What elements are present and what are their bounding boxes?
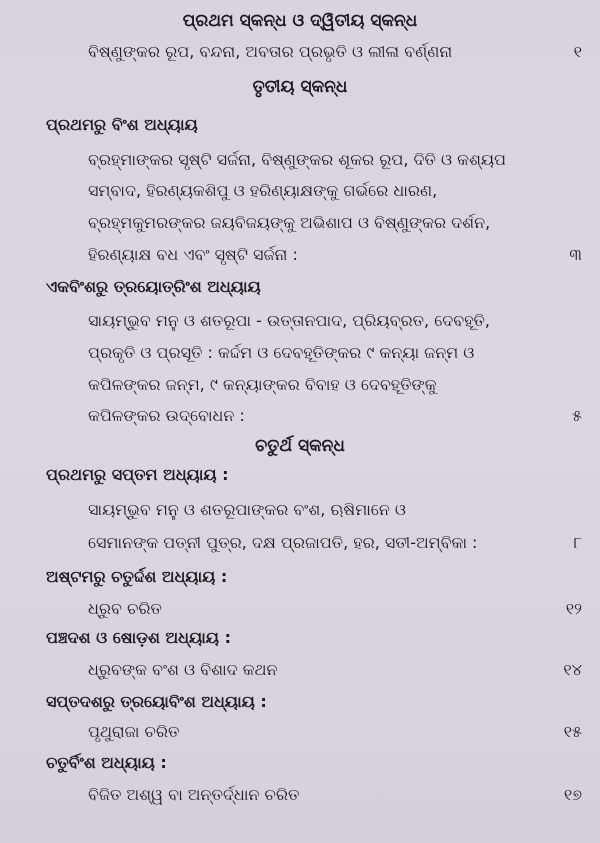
toc-entry: ହିରଣ୍ୟାକ୍ଷ ବଧ ଏବଂ ସୃଷ୍ଟି ସର୍ଜନା : [88, 245, 298, 264]
page-number: ୧୫ [563, 722, 582, 741]
chapter-heading: ପଞ୍ଚଦଶ ଓ ଷୋଡ଼ଶ ଅଧ୍ୟାୟ : [46, 628, 231, 647]
chapter-heading: ସପ୍ତଦଶରୁ ତ୍ରୟୋବିଂଶ ଅଧ୍ୟାୟ : [46, 692, 267, 711]
chapter-heading: ପ୍ରଥମରୁ ବିଂଶ ଅଧ୍ୟାୟ [46, 115, 198, 134]
toc-entry: କପିଳଙ୍କର ଉଦ୍‌ବୋଧନ : [88, 406, 245, 425]
page-number: ୮ [573, 533, 582, 552]
toc-entry: ଧ୍ରୁବ ଚରିତ [88, 599, 162, 618]
toc-entry: ବିଜିତ ଅଶ୍ୱ ବା ଅନ୍ତର୍ଦ୍ଧାନ ଚରିତ [88, 785, 300, 804]
section-title: ଚତୁର୍ଥ ସ୍କନ୍ଧ [255, 436, 345, 456]
toc-entry: କପିଳଙ୍କର ଜନ୍ମ, ୯ କନ୍ୟାଙ୍କର ବିବାହ ଓ ଦେବହୂତିଙ୍କୁ [88, 375, 437, 394]
toc-entry: ବ୍ରହ୍ମାଙ୍କର ସୃଷ୍ଟି ସର୍ଜନା, ବିଷ୍ଣୁଙ୍କର ଶୂକର ରୂପ, ଦିତି ଓ କଶ୍ୟପ [88, 150, 507, 169]
chapter-heading: ଅଷ୍ଟମରୁ ଚତୁର୍ଦ୍ଦଶ ଅଧ୍ୟାୟ : [46, 567, 228, 586]
page-number: ୧୭ [563, 785, 582, 804]
chapter-heading: ପ୍ରଥମରୁ ସପ୍ତମ ଅଧ୍ୟାୟ : [46, 465, 229, 484]
toc-entry: ସେମାନଙ୍କ ପତ୍ନୀ ପୁତ୍ର, ଦକ୍ଷ ପ୍ରଜାପତି, ହର, ସତୀ-ଅମ୍ବିକା : [88, 533, 478, 552]
page-number: ୩ [569, 245, 582, 264]
toc-entry: ବ୍ରହ୍ମକୁମରଙ୍କର ଜୟବିଜୟଙ୍କୁ ଅଭିଶାପ ଓ ବିଷ୍ଣୁଙ୍କର ଦର୍ଶନ, [88, 213, 491, 232]
toc-entry: ସମ୍ବାଦ, ହିରଣ୍ୟକଶିପୁ ଓ ହରିଣ୍ୟାକ୍ଷଙ୍କୁ ଗର୍ଭରେ ଧାରଣ, [88, 181, 438, 200]
section-title: ପ୍ରଥମ ସ୍କନ୍ଧ ଓ ଦ୍ୱିତୀୟ ସ୍କନ୍ଧ [182, 11, 418, 31]
toc-entry: ପ୍ରକୃତି ଓ ପ୍ରସୂତି : କର୍ଦ୍ଦମ ଓ ଦେବହୂତିଙ୍କର ୯ କନ୍ୟା ଜନ୍ମ ଓ [88, 343, 475, 362]
section-title: ତୃତୀୟ ସ୍କନ୍ଧ [252, 77, 348, 97]
toc-entry: ସାୟମ୍ଭୁବ ମନୁ ଓ ଶତରୂପା - ଉତ୍ତାନପାଦ, ପ୍ରିୟବ୍ରତ, ଦେବହୂତି, [88, 311, 490, 330]
toc-entry: ପୃଥୁରାଜା ଚରିତ [88, 722, 180, 741]
page-number: ୧୪ [563, 660, 582, 679]
chapter-heading: ଚତୁର୍ବିଂଶ ଅଧ୍ୟାୟ : [46, 753, 167, 772]
page-number: ୧ [573, 42, 582, 61]
toc-entry: ସାୟମ୍ଭୁବ ମନୁ ଓ ଶତରୂପାଙ୍କର ବଂଶ, ଋଷିମାନେ ଓ [88, 500, 406, 519]
toc-entry: ବିଷ୍ଣୁଙ୍କର ରୂପ, ବନ୍ଦନା, ଅବତାର ପ୍ରଭୃତି ଓ ଲୀଳା ବର୍ଣ୍ଣନା [88, 42, 453, 61]
chapter-heading: ଏକବିଂଶରୁ ତ୍ରୟୋତ୍ରିଂଶ ଅଧ୍ୟାୟ [46, 277, 261, 296]
toc-entry: ଧ୍ରୁବଙ୍କ ବଂଶ ଓ ବିଶାଦ କଥନ [88, 660, 278, 679]
page-number: ୧୨ [565, 599, 582, 618]
page-number: ୫ [572, 406, 582, 425]
